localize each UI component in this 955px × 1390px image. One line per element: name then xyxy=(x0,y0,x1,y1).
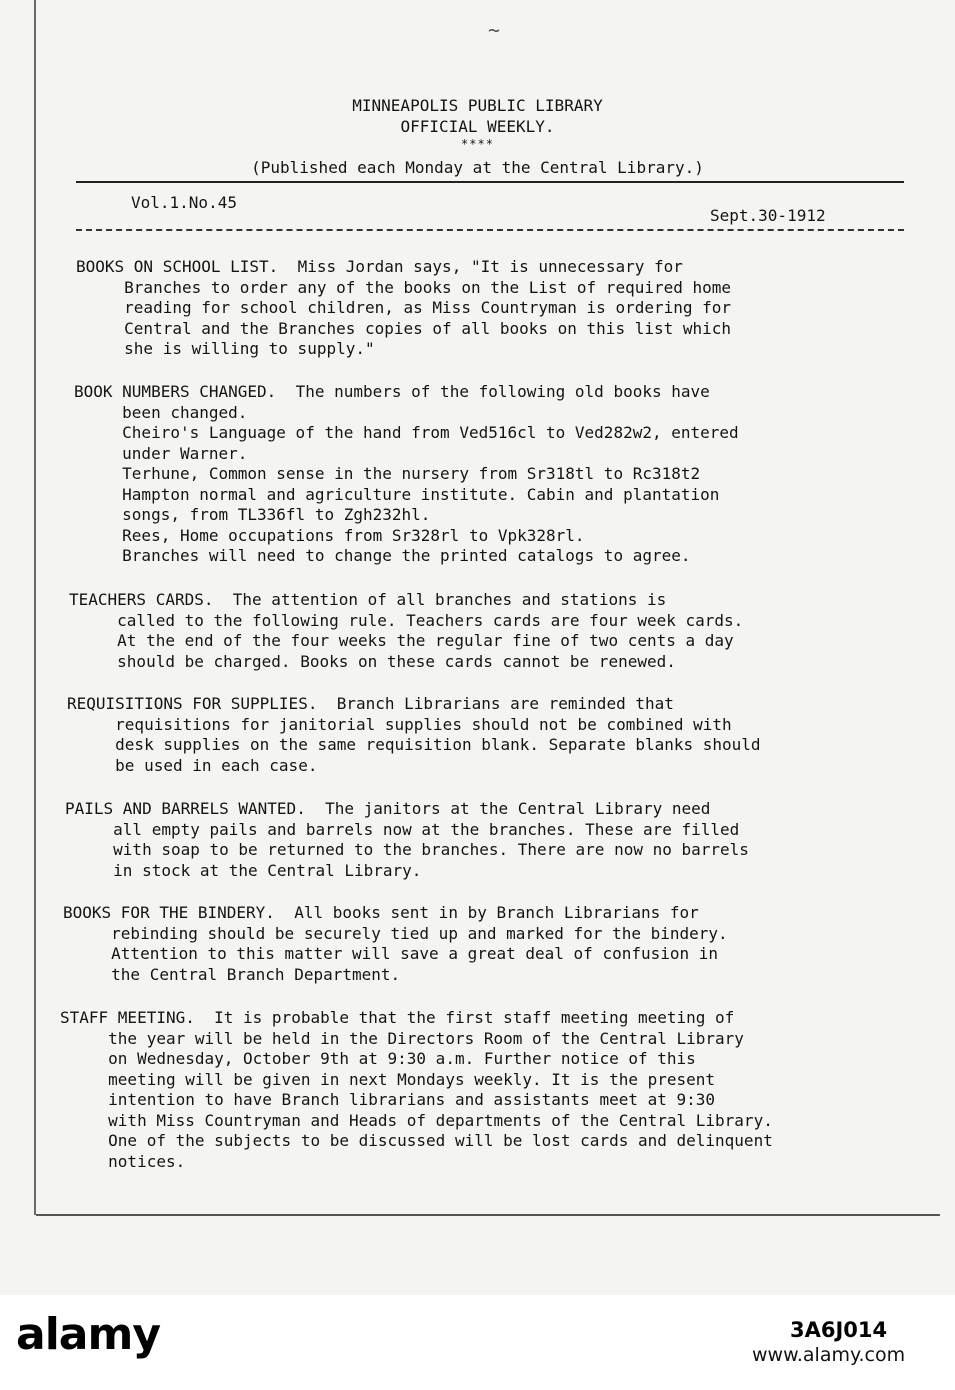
notice-title: REQUISITIONS FOR SUPPLIES. xyxy=(67,694,318,713)
notice-body: The attention of all branches and stations is called to the following rule. Teachers cards are four week cards. At the end of the four weeks the regular fine of two cents a day should be charged. Books on these cards cannot be renewed. xyxy=(117,590,744,671)
pencil-mark: ~ xyxy=(488,18,501,42)
masthead-publication-note: (Published each Monday at the Central Library.) xyxy=(251,158,704,177)
watermark-url: www.alamy.com xyxy=(752,1344,906,1366)
notice-body: Branch Librarians are reminded that requisitions for janitorial supplies should not be combined with desk supplies on the same requisition blank. Separate blanks should be used in each case. xyxy=(115,694,761,775)
notice-title: TEACHERS CARDS. xyxy=(69,590,214,609)
masthead-title: MINNEAPOLIS PUBLIC LIBRARY xyxy=(352,96,603,115)
notice-7 xyxy=(60,1008,773,1172)
watermark-logo: alamy xyxy=(16,1309,160,1360)
notice-2 xyxy=(74,382,739,567)
volume-number: Vol.1.No.45 xyxy=(131,193,237,212)
notice-4 xyxy=(67,694,761,776)
issue-date: Sept.30-1912 xyxy=(710,206,826,225)
notice-title: PAILS AND BARRELS WANTED. xyxy=(65,799,306,818)
notice-3 xyxy=(69,590,743,672)
notice-body: All books sent in by Branch Librarians for rebinding should be securely tied up and marked for the bindery. Attention to this matter will save a great deal of confusion in the Central Branch Department. xyxy=(111,903,728,984)
header-rule-top xyxy=(76,181,904,183)
notice-1 xyxy=(76,257,731,360)
notice-body: The numbers of the following old books have been changed. Cheiro's Language of the hand from Ved516cl to Ved282w2, entered under Warner. Terhune, Common sense in the nursery from Sr318tl to Rc318t2 Hampton normal and agriculture institute. Cabin and plantation songs, from TL336fl to Zgh232hl. Rees, Home occupations from Sr328rl to Vpk328rl. Branches will need to change the printed catalogs to agree. xyxy=(122,382,739,565)
notice-title: BOOK NUMBERS CHANGED. xyxy=(74,382,277,401)
notice-title: STAFF MEETING. xyxy=(60,1008,195,1027)
header-rule-bottom xyxy=(76,229,904,231)
page-bottom-edge xyxy=(36,1214,940,1216)
notice-title: BOOKS FOR THE BINDERY. xyxy=(63,903,275,922)
notice-title: BOOKS ON SCHOOL LIST. xyxy=(76,257,279,276)
page-left-edge xyxy=(34,0,36,1215)
masthead-ornament: **** xyxy=(461,137,494,151)
watermark-image-id: 3A6J014 xyxy=(790,1318,888,1342)
masthead-subtitle: OFFICIAL WEEKLY. xyxy=(400,117,555,136)
notice-body: It is probable that the first staff meeting meeting of the year will be held in the Directors Room of the Central Library on Wednesday, October 9th at 9:30 a.m. Further notice of this meeting will be given in next Mondays weekly. It is the present intention to have Branch librarians and assistants meet at 9:30 with Miss Countryman and Heads of departments of the Central Library. One of the subjects to be discussed will be lost cards and delinquent notices. xyxy=(108,1008,773,1171)
notice-5 xyxy=(65,799,749,881)
notice-body: Miss Jordan says, "It is unnecessary for Branches to order any of the books on the List of required home reading for school children, as Miss Countryman is ordering for Central and the Branches copies of all books on this list which she is willing to supply." xyxy=(124,257,732,358)
notice-6 xyxy=(63,903,728,985)
notice-body: The janitors at the Central Library need all empty pails and barrels now at the branches. These are filled with soap to be returned to the branches. There are now no barrels in stock at the Central Library. xyxy=(113,799,749,880)
